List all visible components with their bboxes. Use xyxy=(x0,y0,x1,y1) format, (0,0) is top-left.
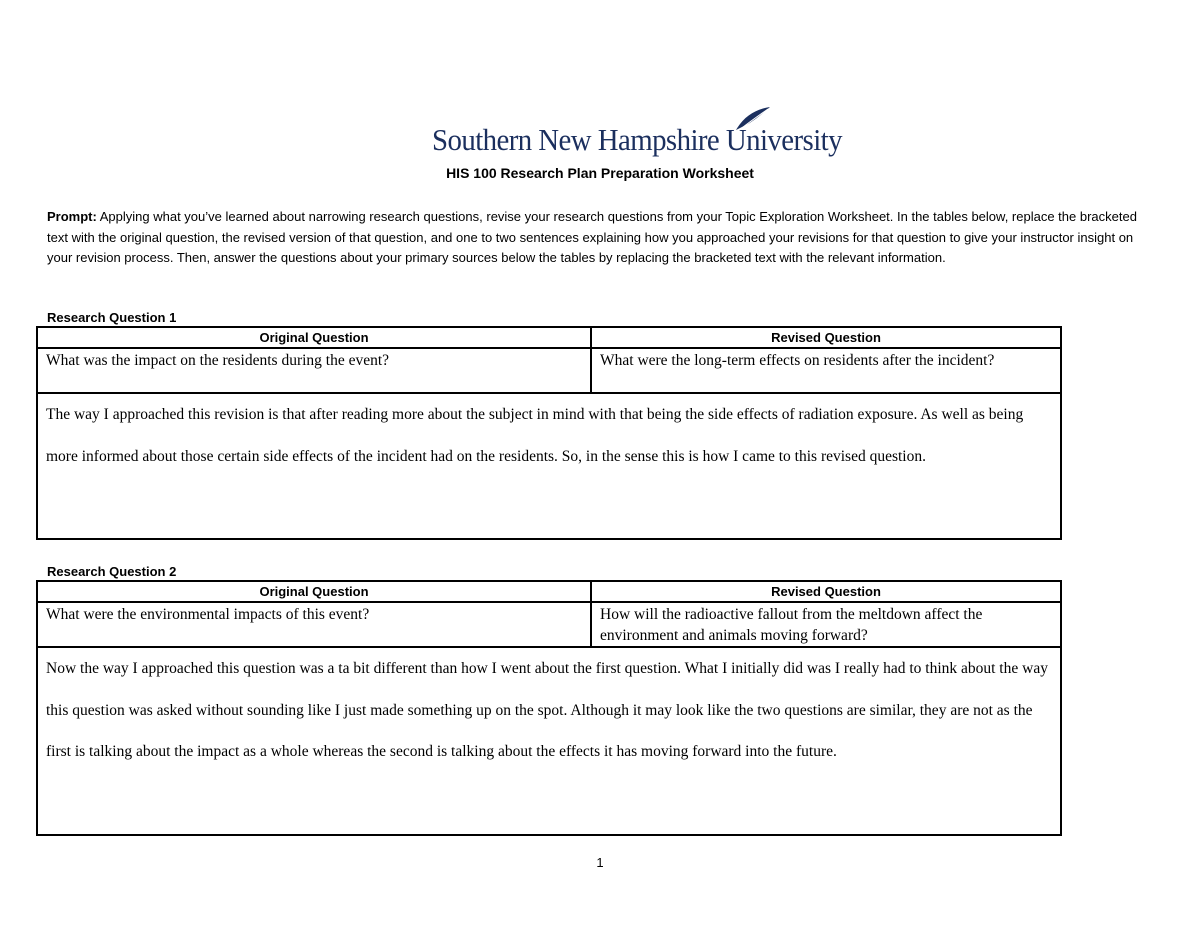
original-question-cell[interactable]: What was the impact on the residents during the event? xyxy=(37,348,591,393)
revision-explanation-cell[interactable]: The way I approached this revision is that after reading more about the subject in mind with that being the side effects of radiation exposure. As well as being more informed about those certain side effects of the incident had on the residents. So, in the sense this is how I came to this revised question. xyxy=(37,393,1061,539)
revised-question-cell[interactable]: What were the long-term effects on residents after the incident? xyxy=(591,348,1061,393)
logo-wordmark: Southern New Hampshire University xyxy=(432,122,842,157)
original-question-cell[interactable]: What were the environmental impacts of this event? xyxy=(37,602,591,647)
research-question-2-label: Research Question 2 xyxy=(47,564,177,579)
research-question-2-table xyxy=(36,580,1062,836)
table-row xyxy=(37,348,1061,393)
original-question-header: Original Question xyxy=(37,327,591,348)
revised-question-header: Revised Question xyxy=(591,327,1061,348)
table-row xyxy=(37,602,1061,647)
revision-explanation-cell[interactable]: Now the way I approached this question was a ta bit different than how I went about the first question. What I initially did was I really had to think about the way this question was asked without sounding like I just made something up on the spot. Although it may look like the two questions are similar, they are not as the first is talking about the impact as a whole whereas the second is talking about the effects it has moving forward into the future. xyxy=(37,647,1061,835)
table-row xyxy=(37,393,1061,539)
university-logo xyxy=(432,106,842,162)
prompt-label: Prompt: xyxy=(47,209,97,224)
page-title: HIS 100 Research Plan Preparation Worksheet xyxy=(446,165,754,181)
research-question-1-label: Research Question 1 xyxy=(47,310,177,325)
revised-question-cell[interactable]: How will the radioactive fallout from the meltdown affect the environment and animals moving forward? xyxy=(591,602,1061,647)
revised-question-header: Revised Question xyxy=(591,581,1061,602)
prompt-text: Applying what you’ve learned about narrowing research questions, revise your research questions from your Topic Exploration Worksheet. In the tables below, replace the bracketed text with the original question, the revised version of that question, and one to two sentences explaining how you approached your revisions for that question to give your instructor insight on your revision process. Then, answer the questions about your primary sources below the tables by replacing the bracketed text with the relevant information. xyxy=(47,209,1137,265)
table-row xyxy=(37,647,1061,835)
prompt-paragraph xyxy=(47,207,1137,269)
original-question-header: Original Question xyxy=(37,581,591,602)
page-number: 1 xyxy=(596,855,604,870)
research-question-1-table xyxy=(36,326,1062,540)
table-header-row xyxy=(37,327,1061,348)
table-header-row xyxy=(37,581,1061,602)
